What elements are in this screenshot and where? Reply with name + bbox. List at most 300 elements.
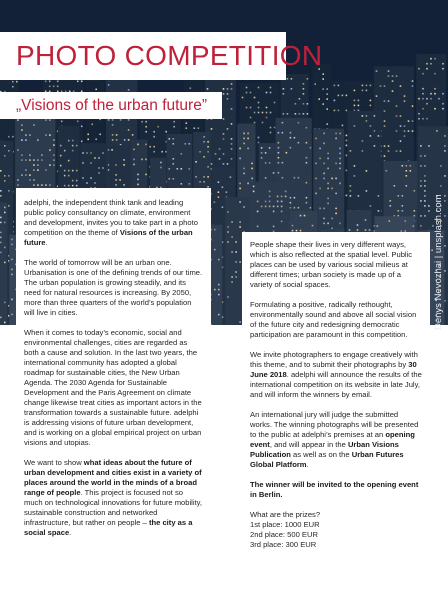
window-light — [282, 177, 284, 179]
window-light — [346, 155, 348, 157]
window-light — [442, 103, 444, 105]
window-light — [413, 225, 415, 227]
window-light — [254, 122, 256, 124]
window-light — [378, 195, 380, 197]
window-light — [298, 177, 300, 179]
window-light — [392, 80, 394, 82]
window-light — [189, 143, 191, 145]
window-light — [186, 122, 188, 124]
window-light — [258, 87, 260, 89]
window-light — [45, 184, 47, 186]
window-light — [115, 164, 117, 166]
window-light — [292, 225, 294, 227]
window-light — [307, 103, 309, 105]
window-light — [243, 133, 245, 135]
window-light — [354, 175, 356, 177]
window-light — [243, 173, 245, 175]
window-light — [68, 175, 70, 177]
window-light — [400, 150, 402, 152]
window-light — [257, 211, 259, 213]
window-light — [422, 98, 424, 100]
window-light — [247, 138, 249, 140]
window-light — [366, 170, 368, 172]
window-light — [354, 165, 356, 167]
window-light — [339, 168, 341, 170]
window-light — [128, 89, 130, 91]
window-light — [428, 205, 430, 207]
window-light — [253, 186, 255, 188]
window-light — [77, 121, 79, 123]
window-light — [231, 148, 233, 150]
window-light — [145, 174, 147, 176]
window-light — [194, 127, 196, 129]
window-light — [303, 103, 305, 105]
window-light — [231, 158, 233, 160]
window-light — [442, 108, 444, 110]
window-light — [384, 155, 386, 157]
window-light — [211, 163, 213, 165]
window-light — [4, 175, 6, 177]
window-light — [319, 148, 321, 150]
window-light — [153, 146, 155, 148]
page-subtitle: „Visions of the urban future” — [16, 96, 207, 114]
window-light — [25, 139, 27, 141]
window-light — [422, 73, 424, 75]
window-light — [123, 159, 125, 161]
window-light — [4, 222, 6, 224]
window-light — [388, 100, 390, 102]
window-light — [404, 125, 406, 127]
window-light — [41, 159, 43, 161]
window-light — [195, 161, 197, 163]
window-light — [227, 226, 229, 228]
window-light — [306, 182, 308, 184]
window-light — [357, 229, 359, 231]
window-light — [281, 196, 283, 198]
window-light — [299, 98, 301, 100]
window-light — [420, 165, 422, 167]
invitation-paragraph: We invite photographers to engage creatively with this theme, and to submit their photographs by 30 June 2018. adelphi will announce the results of the international competition on its website in late July, and will inform the winners by email. — [250, 350, 422, 399]
window-light — [327, 223, 329, 225]
window-light — [339, 153, 341, 155]
window-light — [378, 135, 380, 137]
window-light — [11, 299, 13, 301]
window-light — [227, 98, 229, 100]
window-light — [60, 165, 62, 167]
window-light — [223, 88, 225, 90]
window-light — [265, 201, 267, 203]
window-light — [45, 81, 47, 83]
window-light — [8, 136, 10, 138]
window-light — [346, 145, 348, 147]
window-light — [420, 185, 422, 187]
window-light — [322, 78, 324, 80]
window-light — [116, 139, 118, 141]
window-light — [346, 170, 348, 172]
window-light — [362, 115, 364, 117]
window-light — [412, 130, 414, 132]
window-light — [29, 154, 31, 156]
window-light — [186, 127, 188, 129]
window-light — [384, 125, 386, 127]
window-light — [315, 178, 317, 180]
window-light — [270, 87, 272, 89]
window-light — [254, 97, 256, 99]
window-light — [53, 159, 55, 161]
window-light — [231, 123, 233, 125]
window-light — [60, 145, 62, 147]
window-light — [235, 261, 237, 263]
window-light — [402, 195, 404, 197]
window-light — [68, 170, 70, 172]
window-light — [199, 151, 201, 153]
window-light — [189, 183, 191, 185]
window-light — [269, 201, 271, 203]
window-light — [203, 156, 205, 158]
window-light — [424, 200, 426, 202]
window-light — [242, 97, 244, 99]
window-light — [161, 151, 163, 153]
window-light — [227, 296, 229, 298]
window-light — [389, 220, 391, 222]
window-light — [346, 95, 348, 97]
window-light — [294, 207, 296, 209]
window-light — [227, 241, 229, 243]
window-light — [426, 98, 428, 100]
window-light — [227, 128, 229, 130]
window-light — [112, 119, 114, 121]
window-light — [169, 168, 171, 170]
window-light — [181, 168, 183, 170]
window-light — [270, 92, 272, 94]
window-light — [25, 169, 27, 171]
window-light — [335, 133, 337, 135]
window-light — [339, 183, 341, 185]
window-light — [281, 206, 283, 208]
window-light — [287, 113, 289, 115]
window-light — [33, 159, 35, 161]
window-light — [322, 103, 324, 105]
window-light — [243, 143, 245, 145]
window-light — [339, 158, 341, 160]
window-light — [231, 143, 233, 145]
window-light — [207, 141, 209, 143]
window-light — [335, 193, 337, 195]
window-light — [428, 210, 430, 212]
window-light — [357, 224, 359, 226]
window-light — [17, 184, 19, 186]
window-light — [434, 58, 436, 60]
window-light — [137, 179, 139, 181]
window-light — [282, 132, 284, 134]
window-light — [444, 135, 446, 137]
window-light — [115, 179, 117, 181]
window-light — [274, 102, 276, 104]
window-light — [11, 314, 13, 316]
window-light — [169, 138, 171, 140]
window-light — [298, 207, 300, 209]
window-light — [251, 163, 253, 165]
prizes-section — [250, 510, 422, 550]
window-light — [369, 229, 371, 231]
window-light — [145, 144, 147, 146]
window-light — [404, 100, 406, 102]
window-light — [87, 139, 89, 141]
window-light — [218, 196, 220, 198]
window-light — [49, 184, 51, 186]
window-light — [145, 121, 147, 123]
window-light — [86, 182, 88, 184]
window-light — [420, 155, 422, 157]
window-light — [98, 172, 100, 174]
window-light — [428, 145, 430, 147]
window-light — [303, 83, 305, 85]
window-light — [45, 169, 47, 171]
window-light — [82, 177, 84, 179]
challenges-paragraph: When it comes to today’s economic, social and environmental challenges, cities are regarded as both a cause and solution. In the last two years, the international community has adopted a global roadmap for sustainable cities, the New Urban Agenda. The 2030 Agenda for Sustainable Development and the Paris Agreement on climate change likewise treat cities as important actors in the transformation towards a sustainable future. adelphi is addressing visions of future urban development, and is working on a global empirical project on urban visions and utopias. — [24, 328, 202, 447]
window-light — [57, 86, 59, 88]
window-light — [251, 178, 253, 180]
window-light — [4, 262, 6, 264]
window-light — [418, 68, 420, 70]
window-light — [4, 145, 6, 147]
window-light — [246, 87, 248, 89]
window-light — [250, 117, 252, 119]
window-light — [374, 145, 376, 147]
window-light — [257, 226, 259, 228]
window-light — [0, 242, 2, 244]
window-light — [323, 178, 325, 180]
window-light — [218, 181, 220, 183]
window-light — [21, 129, 23, 131]
window-light — [370, 135, 372, 137]
window-light — [265, 152, 267, 154]
window-light — [318, 98, 320, 100]
window-light — [120, 119, 122, 121]
window-light — [198, 127, 200, 129]
window-light — [430, 93, 432, 95]
window-light — [108, 164, 110, 166]
window-light — [235, 251, 237, 253]
window-light — [319, 188, 321, 190]
window-light — [338, 85, 340, 87]
window-light — [338, 110, 340, 112]
window-light — [384, 110, 386, 112]
window-light — [285, 191, 287, 193]
window-light — [141, 121, 143, 123]
window-light — [81, 81, 83, 83]
window-light — [95, 139, 97, 141]
window-light — [21, 139, 23, 141]
window-light — [102, 167, 104, 169]
window-light — [334, 100, 336, 102]
window-light — [141, 159, 143, 161]
window-light — [76, 170, 78, 172]
window-light — [396, 75, 398, 77]
window-light — [137, 144, 139, 146]
window-light — [327, 158, 329, 160]
window-light — [239, 321, 241, 323]
window-light — [273, 206, 275, 208]
window-light — [21, 154, 23, 156]
window-light — [185, 143, 187, 145]
urbanisation-paragraph: The world of tomorrow will be an urban one. Urbanisation is one of the defining trends of our time. The urban population is growing steadily, and its need for natural resources is increasing. By 2050, more than three quarters of the world’s population will live in cities. — [24, 258, 203, 317]
window-light — [218, 294, 220, 296]
window-light — [173, 178, 175, 180]
window-light — [261, 206, 263, 208]
window-light — [298, 122, 300, 124]
window-light — [250, 92, 252, 94]
window-light — [354, 110, 356, 112]
window-light — [173, 163, 175, 165]
window-light — [444, 145, 446, 147]
window-light — [29, 134, 31, 136]
window-light — [173, 143, 175, 145]
window-light — [420, 180, 422, 182]
window-light — [72, 180, 74, 182]
window-light — [339, 223, 341, 225]
window-light — [37, 159, 39, 161]
window-light — [277, 201, 279, 203]
window-light — [49, 81, 51, 83]
window-light — [412, 85, 414, 87]
window-light — [418, 113, 420, 115]
window-light — [207, 146, 209, 148]
window-light — [354, 100, 356, 102]
window-light — [207, 166, 209, 168]
window-light — [49, 86, 51, 88]
window-light — [87, 134, 89, 136]
window-light — [11, 259, 13, 261]
window-light — [362, 85, 364, 87]
window-light — [408, 120, 410, 122]
window-light — [76, 180, 78, 182]
window-light — [243, 206, 245, 208]
window-light — [72, 170, 74, 172]
window-light — [307, 78, 309, 80]
window-light — [173, 126, 175, 128]
window-light — [235, 271, 237, 273]
window-light — [231, 276, 233, 278]
window-light — [285, 196, 287, 198]
window-light — [402, 210, 404, 212]
window-light — [98, 157, 100, 159]
window-light — [53, 139, 55, 141]
window-light — [406, 185, 408, 187]
window-light — [219, 158, 221, 160]
window-light — [291, 78, 293, 80]
window-light — [16, 81, 18, 83]
window-light — [214, 229, 216, 231]
window-light — [128, 139, 130, 141]
window-light — [434, 108, 436, 110]
window-light — [370, 85, 372, 87]
window-light — [335, 208, 337, 210]
window-light — [306, 202, 308, 204]
window-light — [304, 215, 306, 217]
window-light — [207, 176, 209, 178]
window-light — [283, 113, 285, 115]
window-light — [165, 131, 167, 133]
window-light — [8, 205, 10, 207]
window-light — [261, 152, 263, 154]
window-light — [195, 176, 197, 178]
window-light — [398, 210, 400, 212]
window-light — [422, 93, 424, 95]
window-light — [123, 164, 125, 166]
window-light — [239, 226, 241, 228]
window-light — [247, 133, 249, 135]
window-light — [112, 134, 114, 136]
window-light — [269, 191, 271, 193]
window-light — [227, 88, 229, 90]
window-light — [278, 172, 280, 174]
window-light — [327, 183, 329, 185]
window-light — [61, 121, 63, 123]
window-light — [108, 119, 110, 121]
window-light — [246, 92, 248, 94]
window-light — [49, 119, 51, 121]
window-light — [396, 150, 398, 152]
window-light — [420, 200, 422, 202]
window-light — [294, 177, 296, 179]
window-light — [295, 103, 297, 105]
window-light — [281, 201, 283, 203]
window-light — [227, 93, 229, 95]
window-light — [377, 225, 379, 227]
window-light — [4, 322, 6, 324]
window-light — [315, 163, 317, 165]
prize-third: 3rd place: 300 EUR — [250, 540, 317, 549]
window-light — [362, 90, 364, 92]
window-light — [128, 129, 130, 131]
window-light — [430, 98, 432, 100]
window-light — [227, 231, 229, 233]
social-spaces-paragraph: People shape their lives in very different ways, which is also reflected at the spatial level. Public places can be used by various social milieus at different times; urban society is made up of a variety of social spaces. — [250, 240, 413, 289]
window-light — [338, 95, 340, 97]
photo-credit: Denys Nevozhai | unsplash.com — [433, 194, 444, 330]
window-light — [21, 159, 23, 161]
window-light — [223, 133, 225, 135]
window-light — [247, 183, 249, 185]
window-light — [4, 207, 6, 209]
window-light — [430, 63, 432, 65]
window-light — [366, 90, 368, 92]
window-light — [90, 162, 92, 164]
window-light — [358, 195, 360, 197]
window-light — [400, 140, 402, 142]
window-light — [354, 90, 356, 92]
window-light — [235, 241, 237, 243]
window-light — [412, 80, 414, 82]
window-light — [270, 127, 272, 129]
window-light — [362, 150, 364, 152]
window-light — [283, 88, 285, 90]
window-light — [418, 118, 420, 120]
window-light — [376, 95, 378, 97]
window-light — [376, 70, 378, 72]
window-light — [282, 122, 284, 124]
window-light — [181, 153, 183, 155]
window-light — [306, 162, 308, 164]
window-light — [298, 142, 300, 144]
window-light — [203, 136, 205, 138]
window-light — [278, 162, 280, 164]
window-light — [37, 139, 39, 141]
window-light — [331, 218, 333, 220]
window-light — [102, 152, 104, 154]
window-light — [406, 165, 408, 167]
